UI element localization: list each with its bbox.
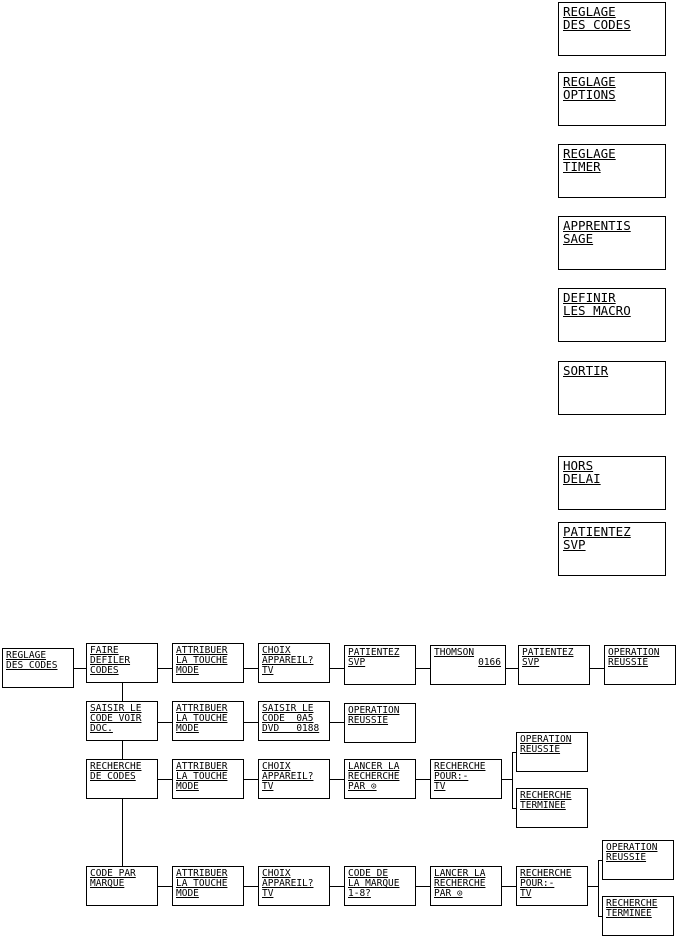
legend-line: SVP — [563, 536, 586, 552]
connector — [590, 668, 604, 669]
legend-line: DELAI — [563, 470, 601, 486]
flow-line: RECHERCHE — [520, 790, 572, 801]
flow-line: CHOIX — [262, 645, 291, 656]
flow-line: REUSSIE — [608, 656, 649, 668]
flow-box-recherche-pour-tv-1 — [430, 759, 502, 799]
flow-line: APPAREIL? — [262, 770, 314, 782]
flow-box-reglage-des-codes — [2, 648, 74, 688]
legend-line: OPTIONS — [563, 86, 616, 102]
flow-line: DE CODES — [90, 770, 136, 782]
connector — [330, 722, 344, 723]
flow-line: TERMINEE — [606, 907, 652, 919]
flow-box-operation-reussie-1 — [604, 645, 676, 685]
connector — [244, 886, 258, 887]
flow-box-thomson-0166 — [430, 645, 506, 685]
flow-line: MODE — [176, 780, 199, 792]
connector — [502, 779, 512, 780]
legend-line: PATIENTEZ — [563, 524, 631, 539]
flow-line: RECHERCHE — [434, 761, 486, 772]
legend-box-reglage-options — [558, 72, 666, 126]
legend-box-apprentissage — [558, 216, 666, 270]
connector — [74, 668, 86, 669]
flow-line: CHOIX — [262, 761, 291, 772]
flow-line: TV — [262, 664, 274, 676]
connector — [122, 799, 123, 866]
flow-line: SAISIR LE — [262, 703, 314, 714]
connector — [598, 860, 599, 916]
flow-box-recherche-de-codes — [86, 759, 158, 799]
connector — [330, 668, 344, 669]
legend-box-reglage-des-codes — [558, 2, 666, 56]
flow-line: SVP — [348, 656, 366, 668]
flow-line: ATTRIBUER — [176, 868, 228, 879]
connector — [158, 668, 172, 669]
flow-line: LA MARQUE — [348, 877, 400, 889]
flow-line: TERMINEE — [520, 799, 566, 811]
flow-line: MODE — [176, 722, 199, 734]
flow-line: REUSSIE — [520, 743, 561, 755]
connector — [506, 668, 518, 669]
connector — [158, 886, 172, 887]
flow-line: CHOIX — [262, 868, 291, 879]
flow-box-operation-reussie-4 — [602, 840, 674, 880]
connector — [244, 668, 258, 669]
legend-line: TIMER — [563, 158, 601, 174]
flow-box-faire-defiler-codes — [86, 643, 158, 683]
connector — [122, 741, 123, 759]
legend-line: LES MACRO — [563, 302, 631, 318]
connector — [512, 752, 513, 808]
flow-line: APPAREIL? — [262, 877, 314, 889]
flow-line: CODE 0A5 — [262, 712, 314, 724]
legend-box-definir-les-macro — [558, 288, 666, 342]
flow-box-attribuer-la-touche-mode-1 — [172, 643, 244, 683]
flow-line: PATIENTEZ — [522, 647, 574, 658]
connector — [158, 722, 172, 723]
legend-box-patientez-svp — [558, 522, 666, 576]
flow-line: DVD 0188 — [262, 722, 320, 734]
flow-box-attribuer-la-touche-mode-2 — [172, 701, 244, 741]
flow-box-code-par-marque — [86, 866, 158, 906]
legend-box-reglage-timer — [558, 144, 666, 198]
flow-line: TV — [520, 887, 532, 899]
flow-line: RECHERCHE — [434, 877, 486, 889]
flow-box-patientez-svp-1 — [344, 645, 416, 685]
flow-line: FAIRE — [90, 645, 119, 656]
connector — [122, 683, 123, 701]
flow-box-choix-appareil-tv-3 — [258, 866, 330, 906]
flow-line: LA TOUCHE — [176, 770, 228, 782]
flow-line: POUR:- — [520, 877, 555, 889]
flow-line: PAR ⊙ — [348, 780, 377, 792]
flow-line: DES CODES — [6, 659, 58, 671]
flow-box-attribuer-la-touche-mode-3 — [172, 759, 244, 799]
flow-line: MARQUE — [90, 877, 125, 889]
legend-line: DEFINIR — [563, 290, 616, 305]
flow-line: OPERATION — [608, 647, 660, 658]
connector — [416, 668, 430, 669]
legend-box-hors-delai — [558, 456, 666, 510]
flow-line: TV — [262, 887, 274, 899]
connector — [416, 886, 430, 887]
flow-box-recherche-terminee-1 — [516, 788, 588, 828]
flow-line: MODE — [176, 664, 199, 676]
flow-line: OPERATION — [606, 842, 658, 853]
flow-line: CODE VOIR — [90, 712, 142, 724]
connector — [330, 886, 344, 887]
flow-line: THOMSON — [434, 647, 475, 658]
flow-box-saisir-le-code-voir-doc — [86, 701, 158, 741]
flow-line: ATTRIBUER — [176, 703, 228, 714]
flow-line: OPERATION — [348, 705, 400, 716]
flow-box-recherche-pour-tv-2 — [516, 866, 588, 906]
connector — [588, 886, 598, 887]
connector — [330, 779, 344, 780]
legend-line: DES CODES — [563, 16, 631, 32]
flow-box-patientez-svp-2 — [518, 645, 590, 685]
flow-line: REUSSIE — [348, 714, 389, 726]
flow-line: SAISIR LE — [90, 703, 142, 714]
flow-line: RECHERCHE — [606, 898, 658, 909]
flow-line: PAR ⊙ — [434, 887, 463, 899]
flow-box-recherche-terminee-2 — [602, 896, 674, 936]
legend-line: REGLAGE — [563, 146, 616, 161]
connector — [158, 779, 172, 780]
flow-box-lancer-la-recherche-par-2 — [430, 866, 502, 906]
legend-line: APPRENTIS — [563, 218, 631, 233]
flow-line: CODE DE — [348, 868, 389, 879]
legend-line: REGLAGE — [563, 4, 616, 19]
flow-box-attribuer-la-touche-mode-4 — [172, 866, 244, 906]
connector — [416, 779, 430, 780]
legend-line: HORS — [563, 458, 594, 473]
flow-line: RECHERCHE — [520, 868, 572, 879]
flow-box-code-de-la-marque — [344, 866, 416, 906]
flow-line: MODE — [176, 887, 199, 899]
flow-box-choix-appareil-tv-2 — [258, 759, 330, 799]
flow-line: OPERATION — [520, 734, 572, 745]
flow-line: CODE PAR — [90, 868, 136, 879]
flow-box-lancer-la-recherche-par-1 — [344, 759, 416, 799]
flow-line: 0166 — [478, 656, 501, 668]
flow-line: 1-8? — [348, 887, 371, 899]
flow-line: PATIENTEZ — [348, 647, 400, 658]
flow-box-saisir-le-code-dvd — [258, 701, 330, 741]
flow-line: REUSSIE — [606, 851, 647, 863]
flow-line: TV — [434, 780, 446, 792]
connector — [244, 722, 258, 723]
legend-box-sortir — [558, 361, 666, 415]
flow-line: CODES — [90, 664, 119, 676]
legend-line: REGLAGE — [563, 74, 616, 89]
flow-line: RECHERCHE — [90, 761, 142, 772]
legend-line: SORTIR — [563, 363, 609, 378]
flow-line: LA TOUCHE — [176, 712, 228, 724]
flow-line: APPAREIL? — [262, 654, 314, 666]
flow-box-choix-appareil-tv-1 — [258, 643, 330, 683]
legend-line: SAGE — [563, 230, 594, 246]
flow-line: ATTRIBUER — [176, 761, 228, 772]
connector — [502, 886, 516, 887]
flow-line: TV — [262, 780, 274, 792]
flow-box-operation-reussie-3 — [516, 732, 588, 772]
flow-line: LANCER LA — [434, 868, 486, 879]
flow-line: LA TOUCHE — [176, 877, 228, 889]
flow-line: LANCER LA — [348, 761, 400, 772]
flow-line: POUR:- — [434, 770, 469, 782]
flow-line: RECHERCHE — [348, 770, 400, 782]
flow-line: DEFILER — [90, 654, 131, 666]
flow-line: LA TOUCHE — [176, 654, 228, 666]
flow-line: ATTRIBUER — [176, 645, 228, 656]
flow-line: REGLAGE — [6, 650, 47, 661]
connector — [244, 779, 258, 780]
flow-line: SVP — [522, 656, 540, 668]
flow-line: DOC. — [90, 722, 113, 734]
flow-box-operation-reussie-2 — [344, 703, 416, 743]
